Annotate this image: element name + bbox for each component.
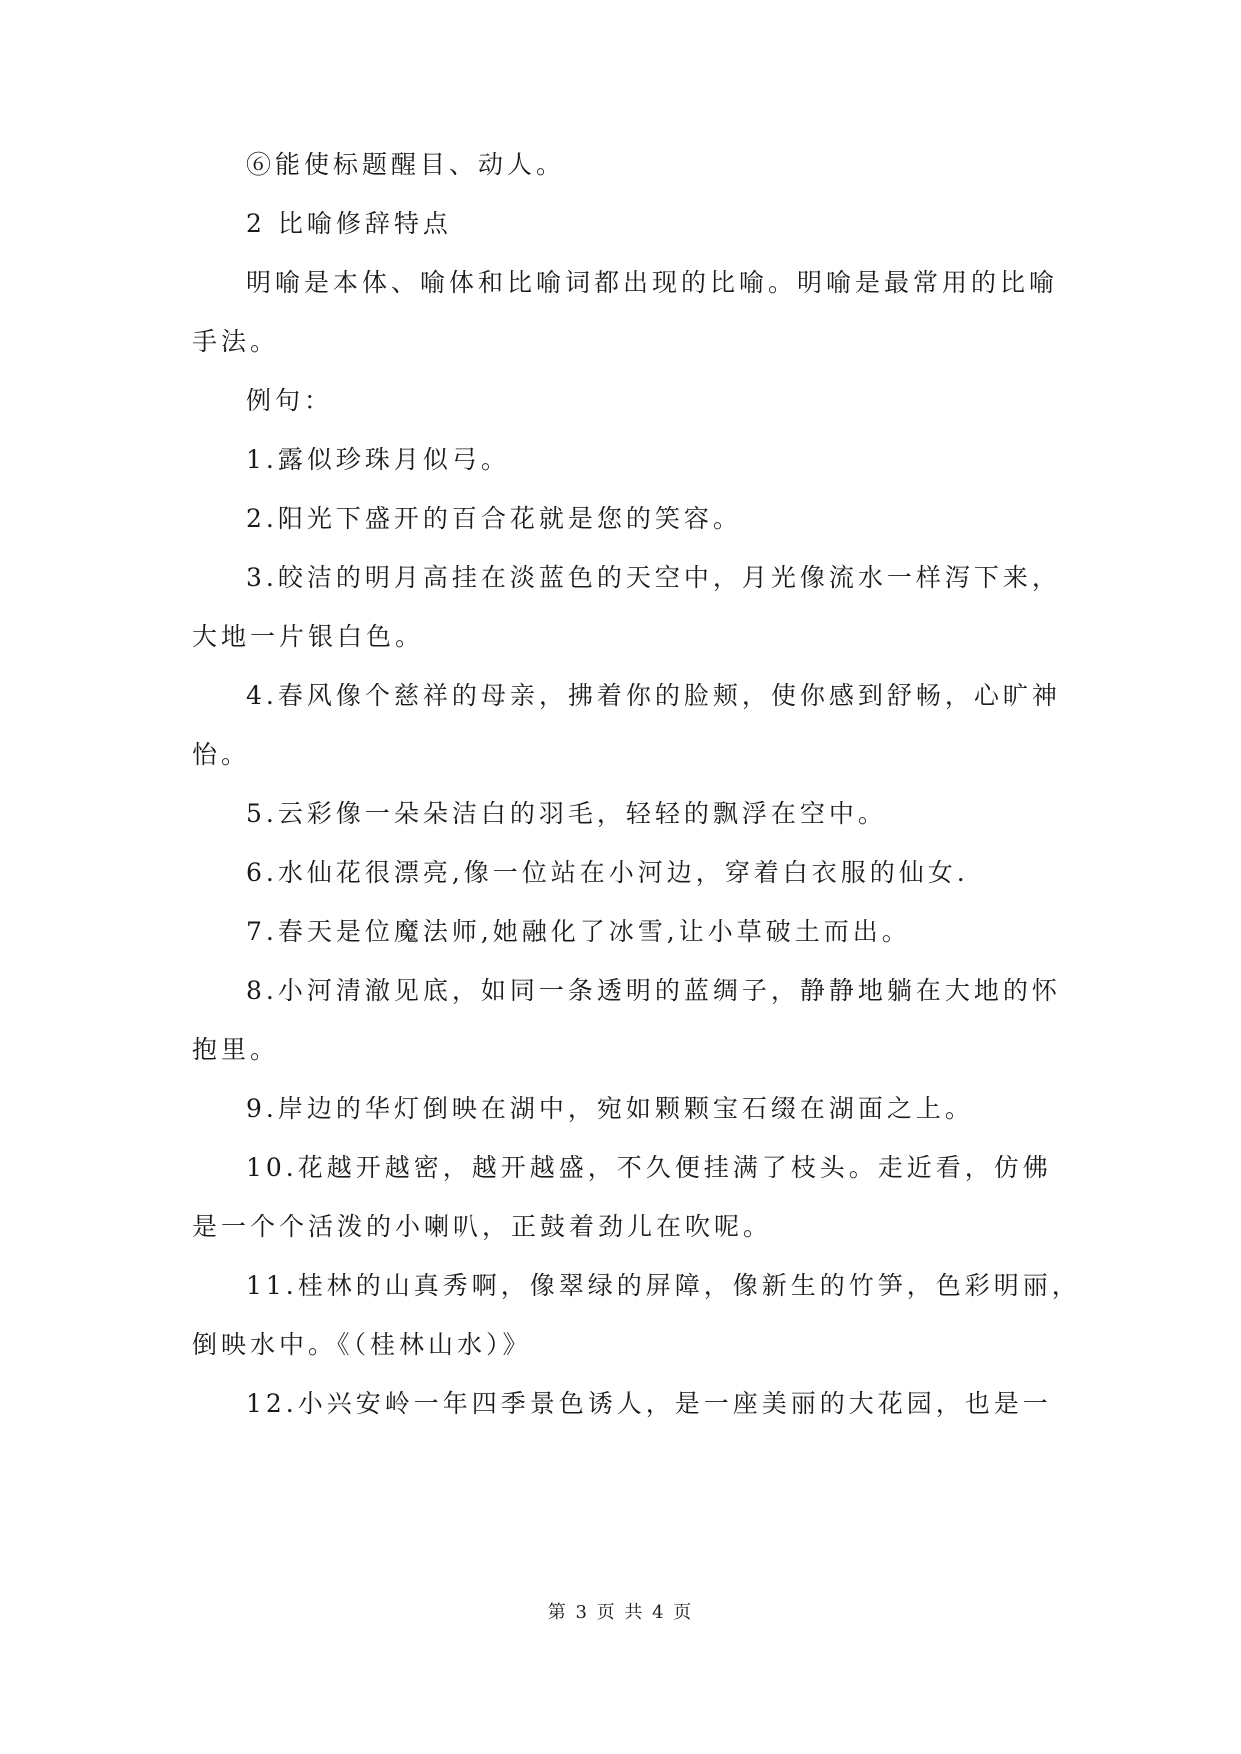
- text-line: 怡。: [192, 740, 251, 769]
- text-line: 抱里。: [192, 1035, 280, 1064]
- text-line: 例句：: [246, 386, 334, 415]
- text-line: 倒映水中。《（桂林山水）》: [192, 1330, 532, 1359]
- text-line: ⑥能使标题醒目、动人。: [246, 150, 566, 179]
- section-heading: 2 比喻修辞特点: [246, 209, 452, 238]
- example-item: 3.皎洁的明月高挂在淡蓝色的天空中，月光像流水一样泻下来，: [246, 563, 1061, 592]
- text-line: 手法。: [192, 327, 280, 356]
- example-item: 10.花越开越密，越开越盛，不久便挂满了枝头。走近看，仿佛: [246, 1153, 1052, 1182]
- text-line: 大地一片银白色。: [192, 622, 425, 651]
- example-item: 1.露似珍珠月似弓。: [246, 445, 510, 474]
- text-line: 是一个个活泼的小喇叭，正鼓着劲儿在吹呢。: [192, 1212, 773, 1241]
- example-item: 5.云彩像一朵朵洁白的羽毛，轻轻的飘浮在空中。: [246, 799, 887, 828]
- example-item: 7.春天是位魔法师,她融化了冰雪,让小草破土而出。: [246, 917, 911, 946]
- example-item: 6.水仙花很漂亮,像一位站在小河边，穿着白衣服的仙女.: [246, 858, 969, 887]
- example-item: 11.桂林的山真秀啊，像翠绿的屏障，像新生的竹笋，色彩明丽，: [246, 1271, 1081, 1300]
- example-item: 12.小兴安岭一年四季景色诱人，是一座美丽的大花园，也是一: [246, 1389, 1052, 1418]
- example-item: 2.阳光下盛开的百合花就是您的笑容。: [246, 504, 742, 533]
- text-line: 明喻是本体、喻体和比喻词都出现的比喻。明喻是最常用的比喻: [246, 268, 1059, 297]
- example-item: 4.春风像个慈祥的母亲，拂着你的脸颊，使你感到舒畅，心旷神: [246, 681, 1061, 710]
- example-item: 8.小河清澈见底，如同一条透明的蓝绸子，静静地躺在大地的怀: [246, 976, 1061, 1005]
- example-item: 9.岸边的华灯倒映在湖中，宛如颗颗宝石缀在湖面之上。: [246, 1094, 974, 1123]
- page-number-footer: 第 3 页 共 4 页: [547, 1602, 694, 1623]
